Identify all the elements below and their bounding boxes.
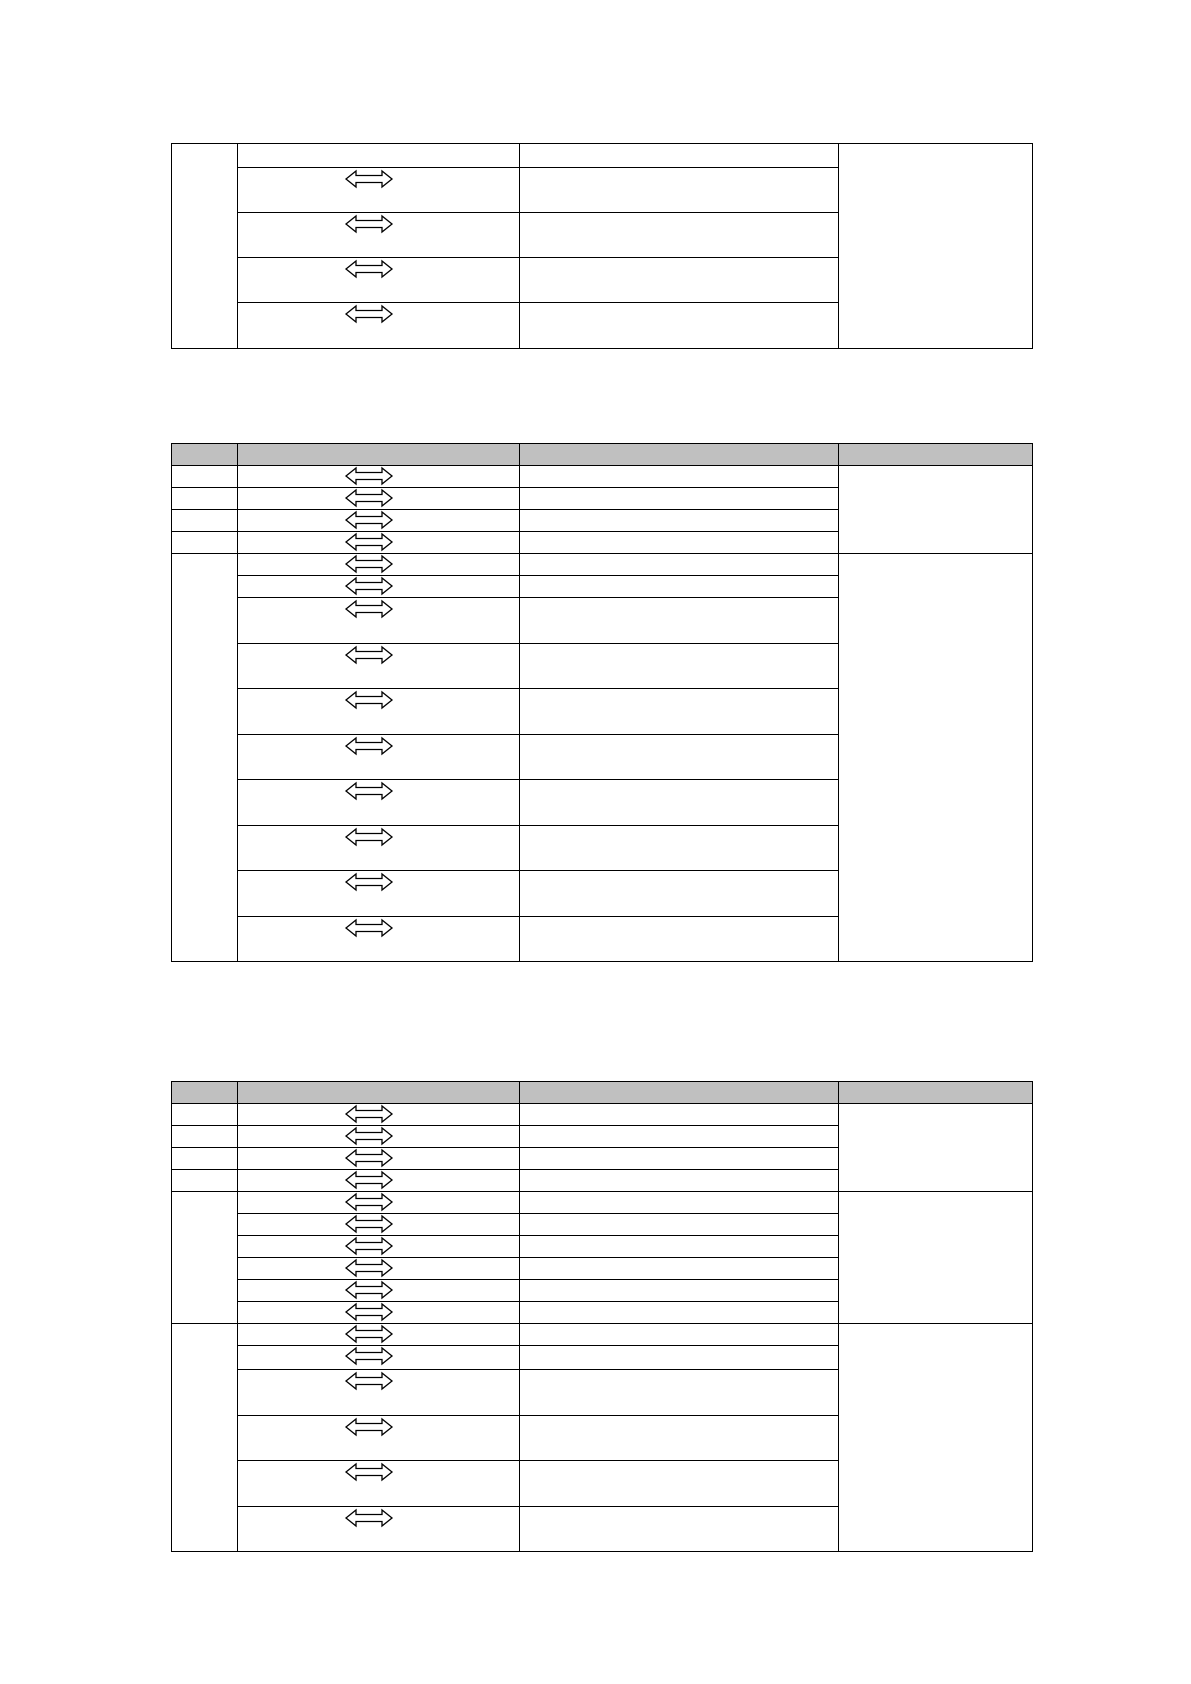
double-headed-arrow-icon: [345, 600, 393, 618]
column-header: [238, 444, 520, 466]
table-cell: [238, 1346, 520, 1370]
table-cell: [839, 1192, 1033, 1324]
table-cell: [238, 689, 520, 735]
double-headed-arrow-icon: [345, 1127, 393, 1145]
table-cell: [172, 1192, 238, 1324]
double-headed-arrow-icon: [345, 1259, 393, 1277]
table-cell: [520, 780, 839, 826]
table-cell: [520, 735, 839, 780]
column-header: [520, 444, 839, 466]
double-headed-arrow-icon: [345, 511, 393, 529]
table-cell: [238, 826, 520, 871]
table-cell: [520, 1104, 839, 1126]
double-headed-arrow-icon: [345, 1171, 393, 1189]
table-cell: [238, 917, 520, 962]
table-row: [172, 1192, 1033, 1214]
table-cell: [238, 488, 520, 510]
table-2: [171, 443, 1033, 962]
table-header-row: [172, 1082, 1033, 1104]
table-cell: [238, 1302, 520, 1324]
double-headed-arrow-icon: [345, 1193, 393, 1211]
table-cell: [238, 1236, 520, 1258]
table-cell: [172, 1104, 238, 1126]
table-cell: [238, 1192, 520, 1214]
table-cell: [520, 488, 839, 510]
table-cell: [238, 1461, 520, 1507]
table-cell: [238, 213, 520, 258]
table-cell: [520, 1126, 839, 1148]
table-cell: [238, 510, 520, 532]
double-headed-arrow-icon: [345, 691, 393, 709]
double-headed-arrow-icon: [345, 260, 393, 278]
table-cell: [238, 258, 520, 303]
table-row: [172, 554, 1033, 576]
table-row: [172, 466, 1033, 488]
table-cell: [238, 576, 520, 598]
table-cell: [520, 1302, 839, 1324]
table-cell: [238, 303, 520, 349]
table-cell: [238, 1416, 520, 1461]
table-cell: [172, 466, 238, 488]
double-headed-arrow-icon: [345, 1149, 393, 1167]
double-headed-arrow-icon: [345, 919, 393, 937]
table-cell: [172, 532, 238, 554]
table-cell: [520, 303, 839, 349]
double-headed-arrow-icon: [345, 489, 393, 507]
table-cell: [839, 554, 1033, 962]
double-headed-arrow-icon: [345, 533, 393, 551]
double-headed-arrow-icon: [345, 170, 393, 188]
table-cell: [520, 1416, 839, 1461]
table-cell: [238, 871, 520, 917]
table-cell: [520, 644, 839, 689]
table-cell: [520, 576, 839, 598]
double-headed-arrow-icon: [345, 1325, 393, 1343]
table-cell: [520, 1170, 839, 1192]
table-cell: [238, 1507, 520, 1552]
table-cell: [238, 554, 520, 576]
double-headed-arrow-icon: [345, 828, 393, 846]
table-cell: [520, 598, 839, 644]
table-cell: [520, 871, 839, 917]
table-cell: [839, 1104, 1033, 1192]
column-header: [839, 1082, 1033, 1104]
table-cell: [520, 466, 839, 488]
table-cell: [520, 1214, 839, 1236]
double-headed-arrow-icon: [345, 873, 393, 891]
table-cell: [520, 1258, 839, 1280]
column-header: [520, 1082, 839, 1104]
double-headed-arrow-icon: [345, 215, 393, 233]
double-headed-arrow-icon: [345, 1509, 393, 1527]
table-cell: [520, 1346, 839, 1370]
table-cell: [520, 1324, 839, 1346]
table-cell: [520, 258, 839, 303]
table-cell: [520, 689, 839, 735]
double-headed-arrow-icon: [345, 555, 393, 573]
double-headed-arrow-icon: [345, 467, 393, 485]
table-cell: [520, 826, 839, 871]
column-header: [839, 444, 1033, 466]
table-cell: [520, 554, 839, 576]
table-cell: [172, 1170, 238, 1192]
table-cell: [520, 1461, 839, 1507]
table-cell: [238, 780, 520, 826]
double-headed-arrow-icon: [345, 1347, 393, 1365]
column-header: [238, 1082, 520, 1104]
double-headed-arrow-icon: [345, 1215, 393, 1233]
table-cell: [238, 598, 520, 644]
double-headed-arrow-icon: [345, 1418, 393, 1436]
table-cell: [839, 1324, 1033, 1552]
table-cell: [238, 466, 520, 488]
table-cell: [238, 1258, 520, 1280]
column-header: [172, 444, 238, 466]
table-cell: [238, 1214, 520, 1236]
table-cell: [520, 532, 839, 554]
table-3: [171, 1081, 1033, 1552]
column-header: [172, 1082, 238, 1104]
table-cell: [520, 1370, 839, 1416]
table-cell: [520, 1280, 839, 1302]
table-row: [172, 144, 1033, 168]
table-cell: [238, 1104, 520, 1126]
table-cell: [172, 144, 238, 349]
table-cell: [172, 554, 238, 962]
table-cell: [238, 144, 520, 168]
double-headed-arrow-icon: [345, 782, 393, 800]
table-cell: [238, 735, 520, 780]
table-cell: [172, 1324, 238, 1552]
table-cell: [172, 1126, 238, 1148]
table-cell: [238, 1148, 520, 1170]
table-cell: [238, 1280, 520, 1302]
table-cell: [520, 168, 839, 213]
table-cell: [238, 1126, 520, 1148]
table-cell: [520, 1236, 839, 1258]
double-headed-arrow-icon: [345, 1303, 393, 1321]
table-cell: [520, 144, 839, 168]
table-cell: [172, 1148, 238, 1170]
table-cell: [520, 213, 839, 258]
table-cell: [238, 1324, 520, 1346]
table-header-row: [172, 444, 1033, 466]
table-1: [171, 143, 1033, 349]
table-cell: [520, 510, 839, 532]
table-cell: [520, 917, 839, 962]
double-headed-arrow-icon: [345, 1237, 393, 1255]
table-cell: [238, 644, 520, 689]
double-headed-arrow-icon: [345, 737, 393, 755]
double-headed-arrow-icon: [345, 646, 393, 664]
table-row: [172, 1104, 1033, 1126]
table-cell: [238, 1170, 520, 1192]
table-row: [172, 1324, 1033, 1346]
table-cell: [238, 168, 520, 213]
table-cell: [238, 1370, 520, 1416]
double-headed-arrow-icon: [345, 577, 393, 595]
double-headed-arrow-icon: [345, 1281, 393, 1299]
table-cell: [172, 488, 238, 510]
double-headed-arrow-icon: [345, 1372, 393, 1390]
table-cell: [172, 510, 238, 532]
table-cell: [839, 144, 1033, 349]
table-cell: [238, 532, 520, 554]
table-cell: [520, 1507, 839, 1552]
table-cell: [839, 466, 1033, 554]
table-cell: [520, 1148, 839, 1170]
table-cell: [520, 1192, 839, 1214]
double-headed-arrow-icon: [345, 1105, 393, 1123]
double-headed-arrow-icon: [345, 305, 393, 323]
double-headed-arrow-icon: [345, 1463, 393, 1481]
